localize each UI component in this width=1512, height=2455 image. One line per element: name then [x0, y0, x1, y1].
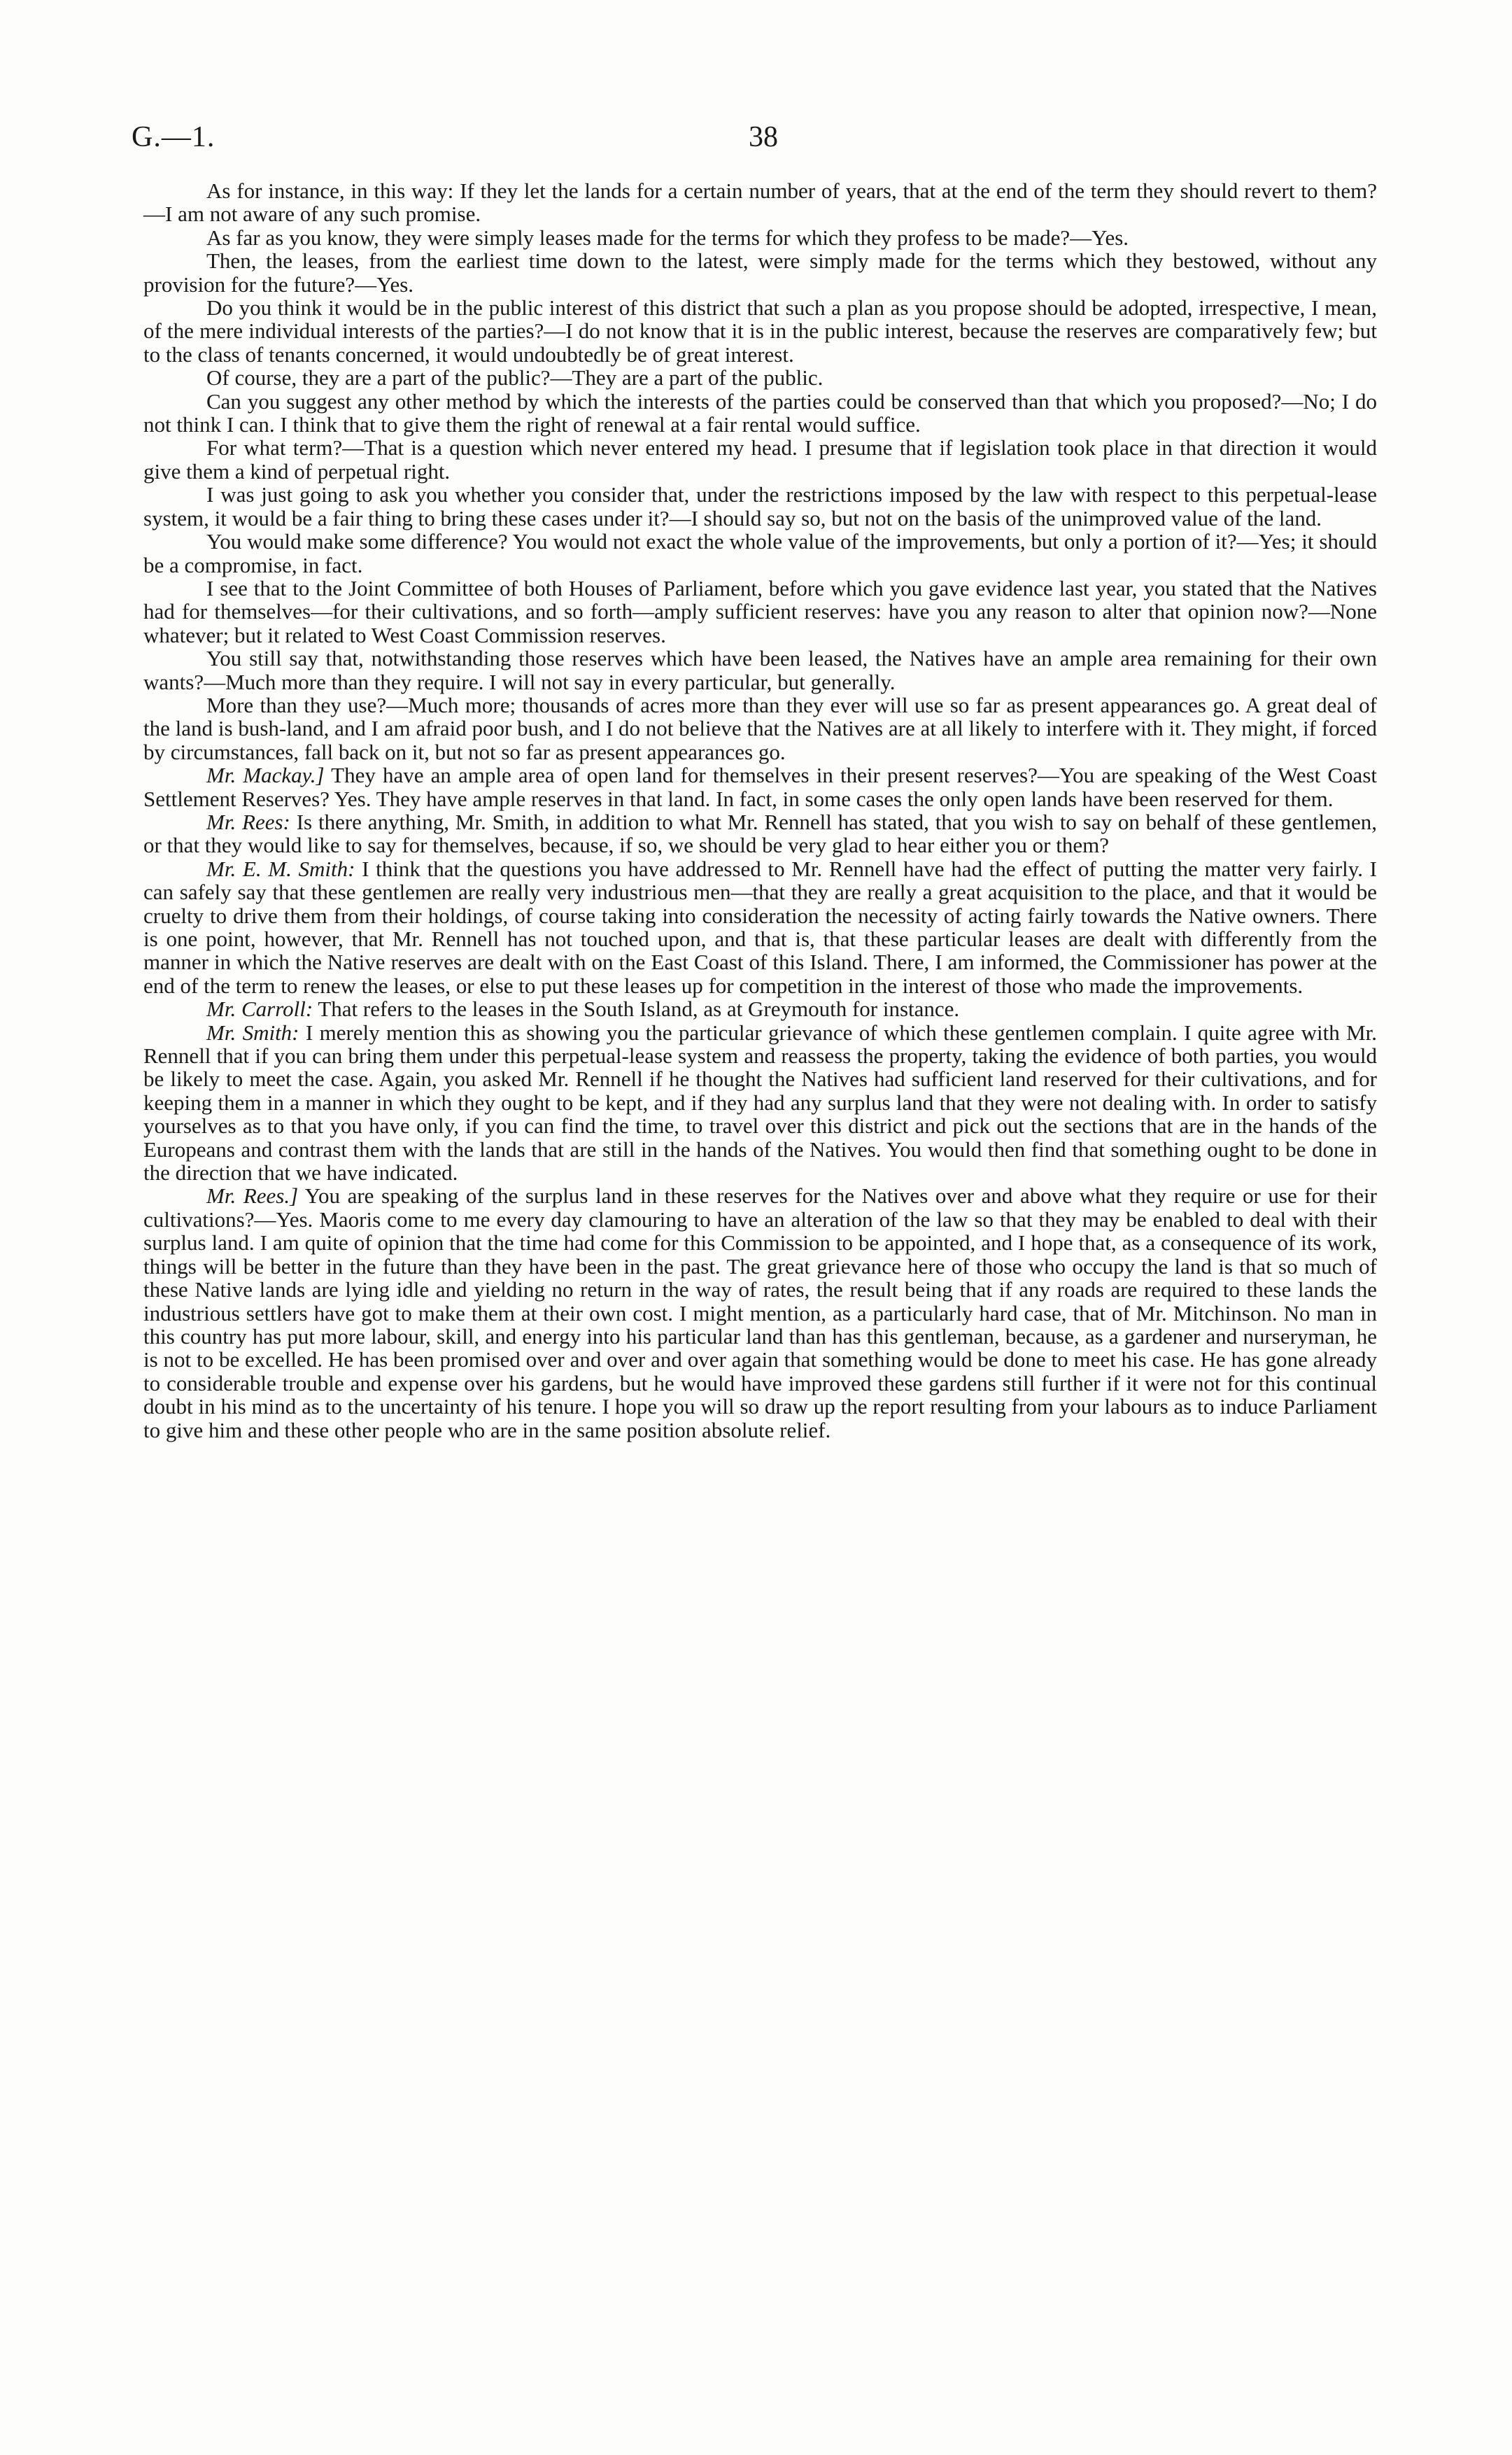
paragraph-text: That refers to the leases in the South Island, as at Greymouth for instance. — [318, 997, 960, 1022]
page-number: 38 — [749, 121, 778, 153]
paragraph — [143, 857, 1377, 997]
paragraph — [143, 226, 1377, 249]
paragraph — [143, 366, 1377, 389]
paragraph-text: Can you suggest any other method by which the interests of the parties could be conserved than that which you proposed?—No; I do not think I can. I think that to give them the right of renewal at a fair rental would suffice. — [143, 388, 1377, 437]
paragraph — [143, 1021, 1377, 1185]
paragraph-text: As far as you know, they were simply leases made for the terms for which they profess to be made?—Yes. — [206, 225, 1129, 250]
paragraph-text: You still say that, notwithstanding those reserves which have been leased, the Natives have an ample area remaining for their own wants?—Much more than they require. I will not say in every particular, but generally. — [143, 646, 1377, 694]
paragraph — [143, 1184, 1377, 1441]
document-body — [143, 179, 1377, 1442]
speaker-name: Mr. Carroll: — [206, 997, 313, 1022]
paragraph-text: Then, the leases, from the earliest time down to the latest, were simply made for the terms which they bestowed, without any provision for the future?—Yes. — [143, 248, 1377, 297]
paragraph — [143, 810, 1377, 857]
speaker-name: Mr. Rees.] — [206, 1183, 299, 1209]
paragraph — [143, 694, 1377, 764]
paragraph-text: I think that the questions you have addressed to Mr. Rennell have had the effect of putting the matter very fairly. I can safely say that these gentlemen are really very industrious men—that they are really a great acquisition to the place, and that it would be cruelty to drive them from their holdings, of course taking into consideration the necessity of acting fairly towards the Native owners. There is one point, however, that Mr. Rennell has not touched upon, and that is, that these particular leases are dealt with differently from the manner in which the Native reserves are dealt with on the East Coast of this Island. There, I am informed, the Commissioner has power at the end of the term to renew the leases, or else to put these leases up for competition in the interest of those who made the improvements. — [143, 856, 1378, 998]
paragraph — [143, 249, 1377, 296]
speaker-name: Mr. Rees: — [206, 809, 290, 834]
paragraph — [143, 997, 1377, 1020]
paragraph — [143, 483, 1377, 530]
page-header — [132, 120, 1380, 162]
paragraph-text: Is there anything, Mr. Smith, in addition to what Mr. Rennell has stated, that you wish to say on behalf of these gentlemen, or that they would like to say for themselves, because, if so, we should be very glad to hear either you or them? — [143, 809, 1378, 858]
speaker-name: Mr. E. M. Smith: — [206, 856, 355, 881]
paragraph — [143, 577, 1377, 647]
paragraph-text: You would make some difference? You would not exact the whole value of the improvements, but only a portion of it?—Yes; it should be a compromise, in fact. — [143, 529, 1377, 577]
paragraph — [143, 764, 1377, 810]
paragraph-text: As for instance, in this way: If they let the lands for a certain number of years, that at the end of the term they should revert to them?—I am not aware of any such promise. — [143, 178, 1377, 227]
speaker-name: Mr. Mackay.] — [206, 763, 325, 788]
paragraph-text: I merely mention this as showing you the particular grievance of which these gentlemen complain. I quite agree with Mr. Rennell that if you can bring them under this perpetual-lease system and reassess the property, taking the evidence of both parties, you would be likely to meet the case. Again, you asked Mr. Rennell if he thought the Natives had sufficient land reserved for their cultivations, and for keeping them in a manner in which they ought to be kept, and if they had any surplus land that they were not dealing with. In order to satisfy yourselves as to that you have only, if you can find the time, to travel over this district and pick out the sections that are in the hands of the Europeans and contrast them with the lands that are still in the hands of the Natives. You would then find that something ought to be done in the direction that we have indicated. — [143, 1020, 1378, 1186]
paragraph — [143, 390, 1377, 437]
paragraph-text: Of course, they are a part of the public?—They are a part of the public. — [206, 365, 824, 391]
paragraph — [143, 647, 1377, 694]
paragraph — [143, 296, 1377, 366]
paragraph — [143, 436, 1377, 483]
paragraph-text: They have an ample area of open land for themselves in their present reserves?—You are speaking of the West Coast Settlement Reserves? Yes. They have ample reserves in that land. In fact, in some cases the only open lands have been reserved for them. — [143, 763, 1377, 811]
paragraph-text: For what term?—That is a question which never entered my head. I presume that if legislation took place in that direction it would give them a kind of perpetual right. — [143, 435, 1377, 484]
paragraph — [143, 179, 1377, 226]
document-code: G.—1. — [132, 121, 216, 153]
paragraph-text: I was just going to ask you whether you consider that, under the restrictions imposed by the law with respect to this perpetual-lease system, it would be a fair thing to bring these cases under it?—I should say so, but not on the basis of the unimproved value of the land. — [143, 482, 1377, 530]
paragraph — [143, 530, 1377, 577]
paragraph-text: I see that to the Joint Committee of both Houses of Parliament, before which you gave evidence last year, you stated that the Natives had for themselves—for their cultivations, and so forth—amply sufficient reserves: have you any reason to alter that opinion now?—None whatever; but it related to West Coast Commission reserves. — [143, 575, 1377, 647]
paragraph-text: More than they use?—Much more; thousands of acres more than they ever will use so far as present appearances go. A great deal of the land is bush-land, and I am afraid poor bush, and I do not believe that the Natives are at all likely to interfere with it. They might, if forced by circumstances, fall back on it, but not so far as present appearances go. — [143, 692, 1377, 764]
paragraph-text: Do you think it would be in the public interest of this district that such a plan as you propose should be adopted, irrespective, I mean, of the mere individual interests of the parties?—I do not know that it is in the public interest, because the reserves are comparatively few; but to the class of tenants concerned, it would undoubtedly be of great interest. — [143, 295, 1377, 367]
speaker-name: Mr. Smith: — [206, 1020, 299, 1045]
paragraph-text: You are speaking of the surplus land in these reserves for the Natives over and above what they require or use for their cultivations?—Yes. Maoris come to me every day clamouring to have an alteration of the law so that they may be enabled to deal with their surplus land. I am quite of opinion that the time had come for this Commission to be appointed, and I hope that, as a consequence of its work, things will be better in the future than they have been in the past. The great grievance here of those who occupy the land is that so much of these Native lands are lying idle and yielding no return in the way of rates, the result being that if any roads are required to these lands the industrious settlers have got to make them at their own cost. I might mention, as a particularly hard case, that of Mr. Mitchinson. No man in this country has put more labour, skill, and energy into his particular land than has this gentleman, because, as a gardener and nurseryman, he is not to be excelled. He has been promised over and over and over again that something would be done to meet his case. He has gone already to considerable trouble and expense over his gardens, but he would have improved these gardens still further if it were not for this continual doubt in his mind as to the uncertainty of his tenure. I hope you will so draw up the report resulting from your labours as to induce Parliament to give him and these other people who are in the same position absolute relief. — [143, 1183, 1377, 1442]
